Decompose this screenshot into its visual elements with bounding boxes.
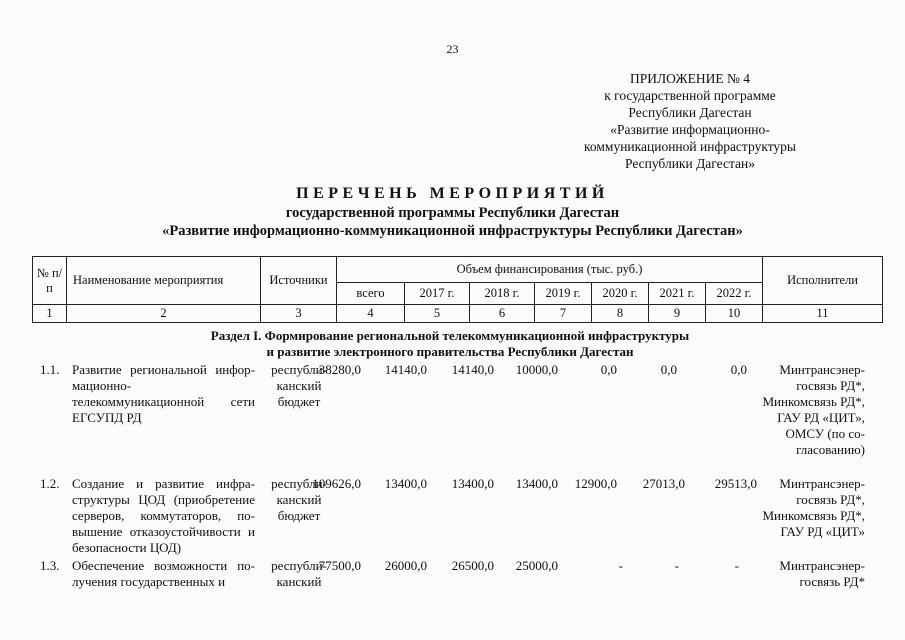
appendix-heading [530,70,850,172]
header-year: 2021 г. [649,283,706,305]
column-number: 9 [649,305,706,323]
header-name: Наименование мероприятия [67,257,261,305]
header-year: 2017 г. [405,283,470,305]
column-number: 2 [67,305,261,323]
section-title-line: и развитие электронного правительства Республики Дагестан [266,344,634,359]
row-source: республи-канский бюджет [271,362,327,409]
header-year: 2018 г. [470,283,535,305]
column-number: 6 [470,305,535,323]
title-line: государственной программы Республики Дагестан [285,205,620,221]
header-year: 2019 г. [535,283,592,305]
column-number: 5 [405,305,470,323]
row-year-value: 14140,0 [384,362,427,377]
table-header [32,256,883,323]
row-number: 1.3. [40,558,60,573]
header-num: № п/п [33,257,67,305]
row-year-value: 0,0 [660,362,677,377]
header-funding: Объем финансирования (тыс. руб.) [337,257,763,283]
header-total: всего [337,283,405,305]
page-number: 23 [446,42,459,56]
column-number: 1 [33,305,67,323]
column-number: 10 [706,305,763,323]
row-year-value: 26500,0 [451,558,494,573]
row-executors: Минтрансэнер-госвязь РД* [779,558,865,589]
appendix-line: к государственной программе [604,88,776,103]
row-name: Обеспечение возможности по-лучения государственных и [72,558,255,589]
row-number: 1.1. [40,362,60,377]
row-year-value: 29513,0 [714,476,757,491]
row-source: республи-канский бюджет [271,476,327,523]
row-year-value: 0,0 [600,362,617,377]
header-year: 2020 г. [592,283,649,305]
row-year-value: - [618,558,623,573]
row-executors: Минтрансэнер-госвязь РД*, Минкомсвязь РД*, ГАУ РД «ЦИТ» [762,476,865,539]
row-year-value: - [674,558,679,573]
appendix-line: Республики Дагестан [628,105,752,120]
appendix-line: «Развитие информационно- [610,122,770,137]
title-line: ПЕРЕЧЕНЬ МЕРОПРИЯТИЙ [296,185,609,202]
row-number: 1.2. [40,476,60,491]
row-year-value: 0,0 [730,362,747,377]
appendix-line: Республики Дагестан» [624,156,755,171]
row-source: республи-канский [271,558,327,589]
row-executors: Минтрансэнер-госвязь РД*, Минкомсвязь РД*, ГАУ РД «ЦИТ», ОМСУ (по со-гласованию) [762,362,865,457]
header-executors: Исполнители [763,257,883,305]
section-title [140,328,760,360]
document-title [0,184,905,240]
row-total: 109626,0 [312,476,361,491]
row-year-value: 10000,0 [515,362,558,377]
section-title-line: Раздел I. Формирование региональной телекоммуникационной инфраструктуры [210,328,690,343]
row-year-value: - [734,558,739,573]
row-year-value: 26000,0 [384,558,427,573]
row-total: 38280,0 [318,362,361,377]
column-number: 3 [261,305,337,323]
row-year-value: 13400,0 [515,476,558,491]
column-number: 11 [763,305,883,323]
header-source: Источники [261,257,337,305]
row-year-value: 14140,0 [451,362,494,377]
row-name: Развитие региональной инфор-мационно-телекоммуникационной сети ЕГСУПД РД [72,362,255,425]
row-total: 77500,0 [318,558,361,573]
row-year-value: 12900,0 [574,476,617,491]
appendix-line: коммуникационной инфраструктуры [584,139,796,154]
column-number: 7 [535,305,592,323]
column-number: 4 [337,305,405,323]
title-line: «Развитие информационно-коммуникационной инфраструктуры Республики Дагестан» [162,223,743,239]
row-year-value: 13400,0 [384,476,427,491]
header-year: 2022 г. [706,283,763,305]
column-number: 8 [592,305,649,323]
row-year-value: 25000,0 [515,558,558,573]
row-year-value: 27013,0 [642,476,685,491]
row-year-value: 13400,0 [451,476,494,491]
appendix-line: ПРИЛОЖЕНИЕ № 4 [629,71,751,86]
row-name: Создание и развитие инфра-структуры ЦОД (приобретение серверов, коммутаторов, по-вышение отказоустойчивости и безопасности ЦОД) [72,476,255,555]
